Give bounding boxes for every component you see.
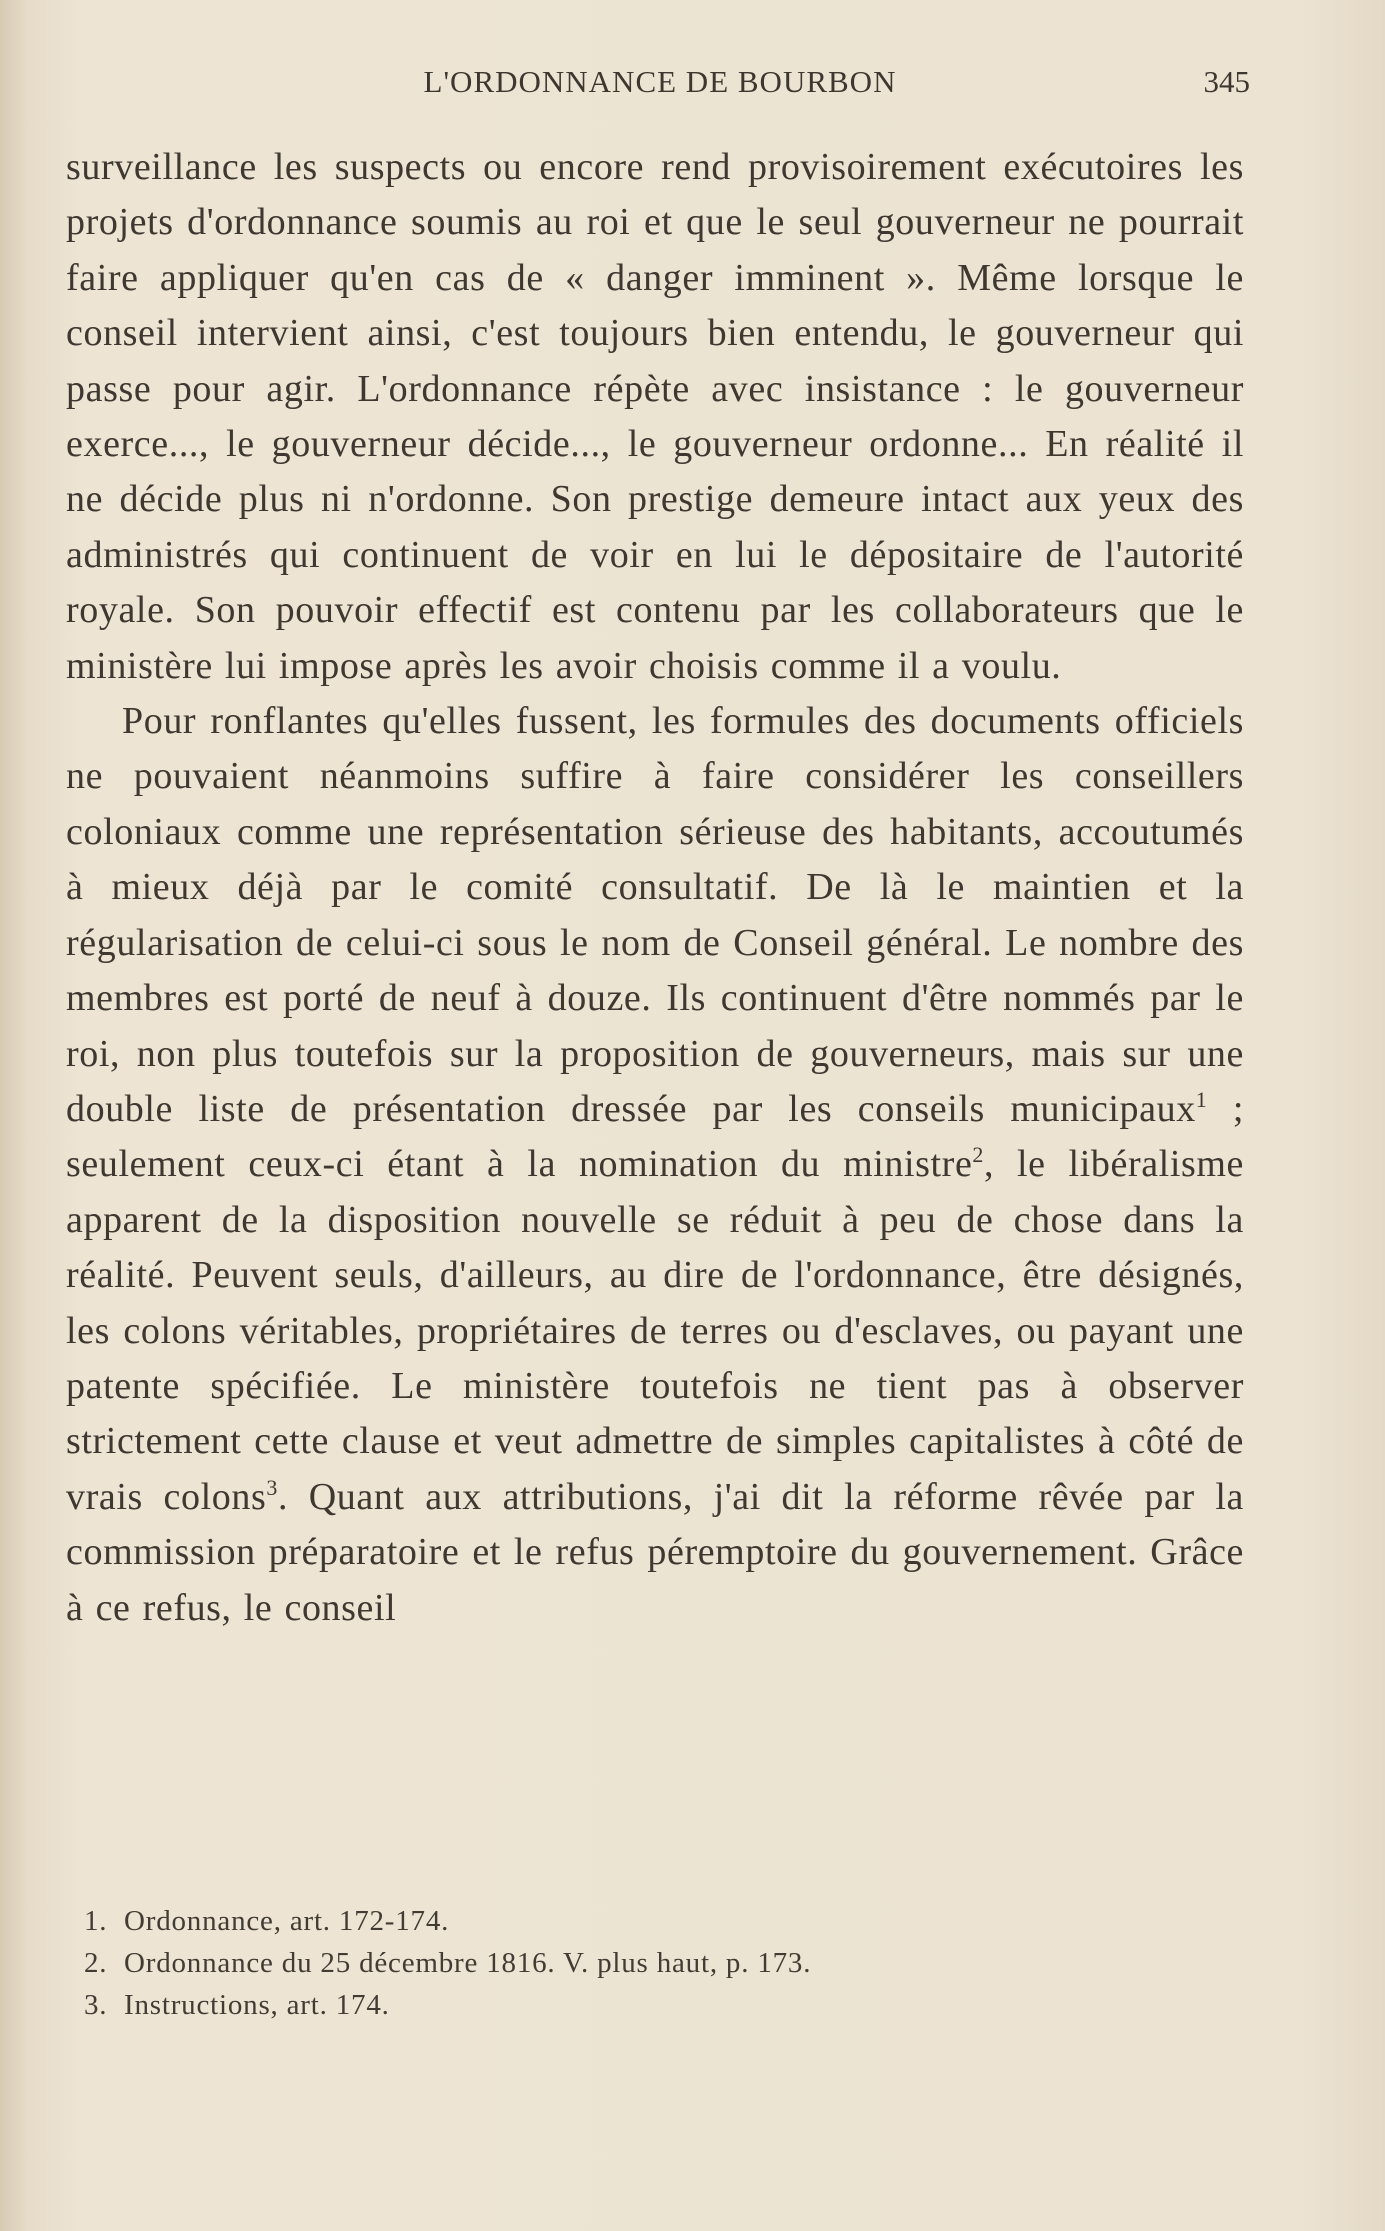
page-header	[70, 64, 1250, 104]
footnote-1-text: Ordonnance, art. 172-174.	[124, 1905, 450, 1937]
footnote-3	[84, 1984, 1204, 2026]
footnote-ref-2: 2	[972, 1142, 985, 1168]
paragraph-1-text: surveillance les suspects ou encore rend provisoirement exécutoires les projets d'ordonnance soumis au roi et que le seul gouverneur ne pourrait faire appliquer qu'en cas de « danger imminent ». Même lorsque le conseil intervient ainsi, c'est toujours bien entendu, le gouverneur qui passe pour agir. L'ordonnance répète avec insistance : le gouverneur exerce..., le gouverneur décide..., le gouverneur ordonne... En réalité il ne décide plus ni n'ordonne. Son prestige demeure intact aux yeux des administrés qui continuent de voir en lui le dépositaire de l'autorité royale. Son pouvoir effectif est contenu par les collaborateurs que le ministère lui impose après les avoir choisis comme il a voulu.	[66, 146, 1244, 687]
main-text	[66, 140, 1244, 1636]
running-title: L'ORDONNANCE DE BOURBON	[423, 64, 897, 99]
footnote-1	[84, 1900, 1204, 1942]
footnote-1-number: 1.	[84, 1905, 108, 1937]
footnote-2-text: Ordonnance du 25 décembre 1816. V. plus haut, p. 173.	[124, 1947, 812, 1979]
footnotes	[84, 1900, 1204, 2026]
paragraph-2-part-b: ; seulement ceux-ci étant à la nomination du ministre	[66, 1087, 1244, 1186]
page-number: 345	[1203, 64, 1250, 99]
paragraph-2-part-a: Pour ronflantes qu'elles fussent, les formules des documents officiels ne pouvaient néanmoins suffire à faire considérer les conseillers coloniaux comme une représentation sérieuse des habitants, accoutumés à mieux déjà par le comité consultatif. De là le maintien et la régularisation de celui-ci sous le nom de Conseil général. Le nombre des membres est porté de neuf à douze. Ils continuent d'être nommés par le roi, non plus toutefois sur la proposition de gouverneurs, mais sur une double liste de présentation dressée par les conseils municipaux	[66, 700, 1244, 1130]
footnote-3-text: Instructions, art. 174.	[124, 1989, 390, 2021]
footnote-2-number: 2.	[84, 1947, 108, 1979]
paragraph-1	[66, 140, 1244, 694]
footnote-ref-1: 1	[1195, 1086, 1208, 1112]
paragraph-2-part-c: , le libéralisme apparent de la disposition nouvelle se réduit à peu de chose dans la réalité. Peuvent seuls, d'ailleurs, au dire de l'ordonnance, être désignés, les colons véritables, propriétaires de terres ou d'esclaves, ou payant une patente spécifiée. Le ministère toutefois ne tient pas à observer strictement cette clause et veut admettre de simples capitalistes à côté de vrais colons	[66, 1143, 1244, 1518]
paragraph-2	[66, 694, 1244, 1636]
footnote-2	[84, 1942, 1204, 1984]
paragraph-2-part-d: . Quant aux attributions, j'ai dit la réforme rêvée par la commission préparatoire et le refus péremptoire du gouvernement. Grâce à ce refus, le conseil	[66, 1475, 1244, 1629]
footnote-3-number: 3.	[84, 1989, 108, 2021]
footnote-ref-3: 3	[266, 1474, 278, 1500]
